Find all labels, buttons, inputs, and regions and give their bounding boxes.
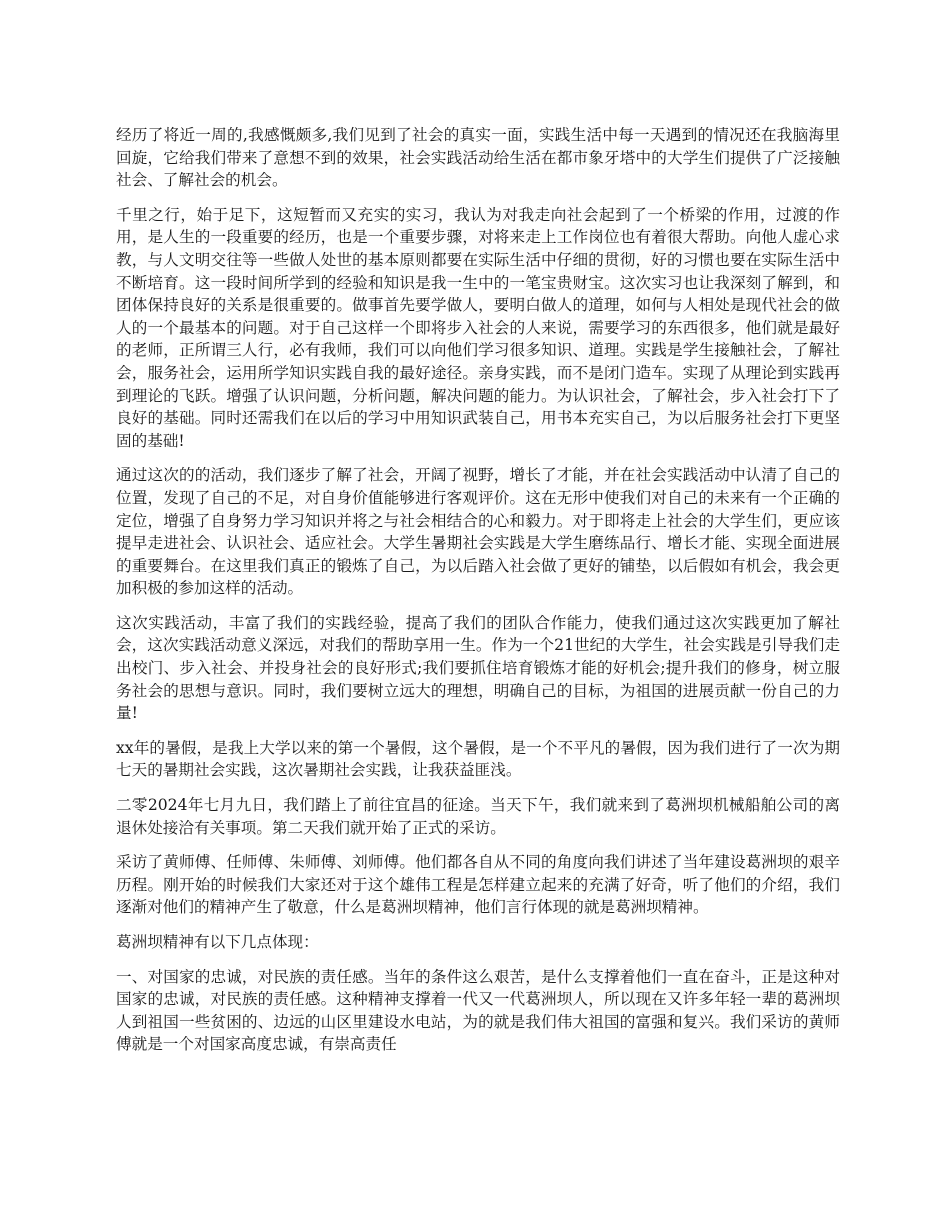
paragraph-5: xx年的暑假，是我上大学以来的第一个暑假，这个暑假，是一个不平凡的暑假，因为我们进行了一次为期七天的暑期社会实践，这次暑期社会实践，让我获益匪浅。 bbox=[116, 738, 840, 780]
paragraph-6: 二零2024年七月九日，我们踏上了前往宜昌的征途。当天下午，我们就来到了葛洲坝机械船舶公司的离退休处接洽有关事项。第二天我们就开始了正式的采访。 bbox=[116, 796, 840, 837]
paragraph-7: 采访了黄师傅、任师傅、朱师傅、刘师傅。他们都各自从不同的角度向我们讲述了当年建设葛洲坝的艰辛历程。刚开始的时候我们大家还对于这个雄伟工程是怎样建立起来的充满了好奇，听了他们的介绍，我们逐渐对他们的精神产生了敬意，什么是葛洲坝精神，他们言行体现的就是葛洲坝精神。 bbox=[116, 853, 840, 917]
paragraph-4: 这次实践活动，丰富了我们的实践经验，提高了我们的团队合作能力，使我们通过这次实践更加了解社会，这次实践活动意义深远，对我们的帮助享用一生。作为一个21世纪的大学生，社会实践是引导我们走出校门、步入社会、并投身社会的良好形式;我们要抓住培育锻炼才能的好机会;提升我们的修身，树立服务社会的思想与意识。同时，我们要树立远大的理想，明确自己的目标，为祖国的进展贡献一份自己的力量! bbox=[116, 613, 840, 723]
paragraph-2: 千里之行，始于足下，这短暂而又充实的实习，我认为对我走向社会起到了一个桥梁的作用，过渡的作用，是人生的一段重要的经历，也是一个重要步骤，对将来走上工作岗位也有着很大帮助。向他人虚心求教，与人文明交往等一些做人处世的基本原则都要在实际生活中仔细的贯彻，好的习惯也要在实际生活中不断培育。这一段时间所学到的经验和知识是我一生中的一笔宝贵财宝。这次实习也让我深刻了解到，和团体保持良好的关系是很重要的。做事首先要学做人，要明白做人的道理，如何与人相处是现代社会的做人的一个最基本的问题。对于自己这样一个即将步入社会的人来说，需要学习的东西很多，他们就是最好的老师，正所谓三人行，必有我师，我们可以向他们学习很多知识、道理。实践是学生接触社会，了解社会，服务社会，运用所学知识实践自我的最好途径。亲身实践，而不是闭门造车。实现了从理论到实践再到理论的飞跃。增强了认识问题，分析问题，解决问题的能力。为认识社会，了解社会，步入社会打下了良好的基础。同时还需我们在以后的学习中用知识武装自己，用书本充实自己，为以后服务社会打下更坚固的基础! bbox=[116, 205, 840, 450]
paragraph-8: 葛洲坝精神有以下几点体现： bbox=[116, 933, 319, 951]
document-body bbox=[116, 124, 840, 1068]
paragraph-3: 通过这次的的活动，我们逐步了解了社会，开阔了视野，增长了才能，并在社会实践活动中认清了自己的位置，发现了自己的不足，对自身价值能够进行客观评价。这在无形中使我们对自己的未来有一个正确的定位，增强了自身努力学习知识并将之与社会相结合的心和毅力。对于即将走上社会的大学生们，更应该提早走进社会、认识社会、适应社会。大学生暑期社会实践是大学生磨练品行、增长才能、实现全面进展的重要舞台。在这里我们真正的锻炼了自己，为以后踏入社会做了更好的铺垫，以后假如有机会，我会更加积极的参加这样的活动。 bbox=[116, 466, 840, 598]
paragraph-1: 经历了将近一周的,我感慨颇多,我们见到了社会的真实一面，实践生活中每一天遇到的情况还在我脑海里回旋，它给我们带来了意想不到的效果，社会实践活动给生活在都市象牙塔中的大学生们提供了广泛接触社会、了解社会的机会。 bbox=[116, 126, 840, 190]
paragraph-9: 一、对国家的忠诚，对民族的责任感。当年的条件这么艰苦，是什么支撑着他们一直在奋斗，正是这种对国家的忠诚，对民族的责任感。这种精神支撑着一代又一代葛洲坝人，所以现在又许多年轻一辈的葛洲坝人到祖国一些贫困的、边远的山区里建设水电站，为的就是我们伟大祖国的富强和复兴。我们采访的黄师傅就是一个对国家高度忠诚，有崇高责任 bbox=[116, 967, 840, 1054]
